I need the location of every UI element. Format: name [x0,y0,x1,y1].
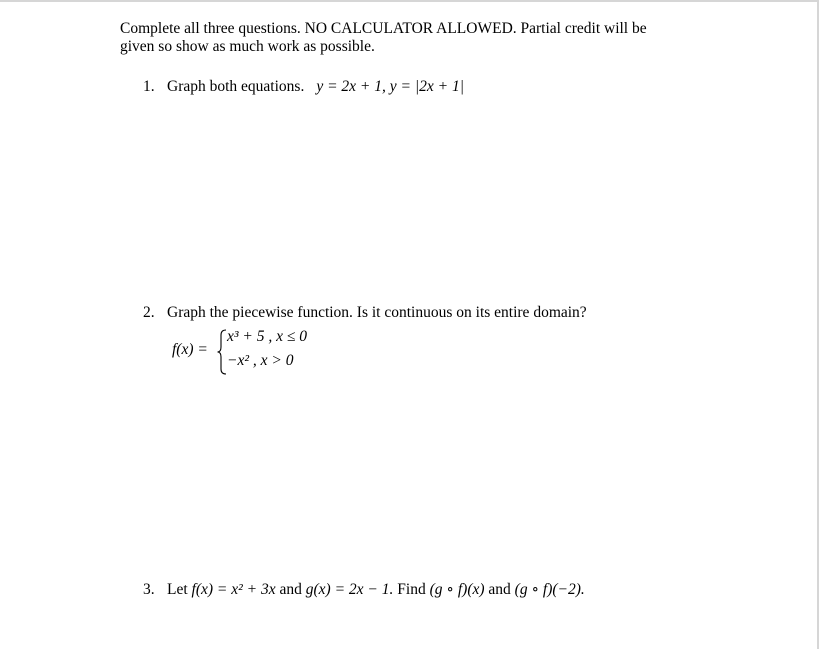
instructions-line-1: Complete all three questions. NO CALCULATOR ALLOWED. Partial credit will be [120,20,647,37]
question-1 [143,78,464,96]
question-3-find: Find [397,581,426,598]
question-3-and-2: and [488,581,511,598]
question-3-let: Let [167,581,188,598]
question-3-and-1: and [279,581,302,598]
equation-linear: y = 2x + 1, [316,78,386,95]
composition-neg-2: (g ∘ f)(−2). [514,581,585,598]
piecewise-case-2: −x² , x > 0 [227,352,294,369]
question-1-number: 1. [143,78,155,95]
piecewise-label: f(x) = [172,341,208,358]
question-2-number: 2. [143,304,155,321]
piecewise-case-1: x³ + 5 , x ≤ 0 [227,328,307,345]
instructions [120,20,720,56]
question-2-text: Graph the piecewise function. Is it continuous on its entire domain? [167,304,587,321]
composition-x: (g ∘ f)(x) [429,581,485,598]
question-3 [143,580,585,599]
piecewise-function [172,328,332,376]
function-f-definition: f(x) = x² + 3x [191,581,276,598]
function-g-definition: g(x) = 2x − 1. [305,581,394,598]
left-brace-icon [217,329,227,375]
question-2 [143,304,587,322]
equation-absolute: y = |2x + 1| [389,78,464,95]
top-border [0,0,819,2]
instructions-line-2: given so show as much work as possible. [120,38,375,55]
question-1-text: Graph both equations. [167,78,305,95]
question-3-number: 3. [143,581,155,598]
question-1-equations [316,78,464,95]
